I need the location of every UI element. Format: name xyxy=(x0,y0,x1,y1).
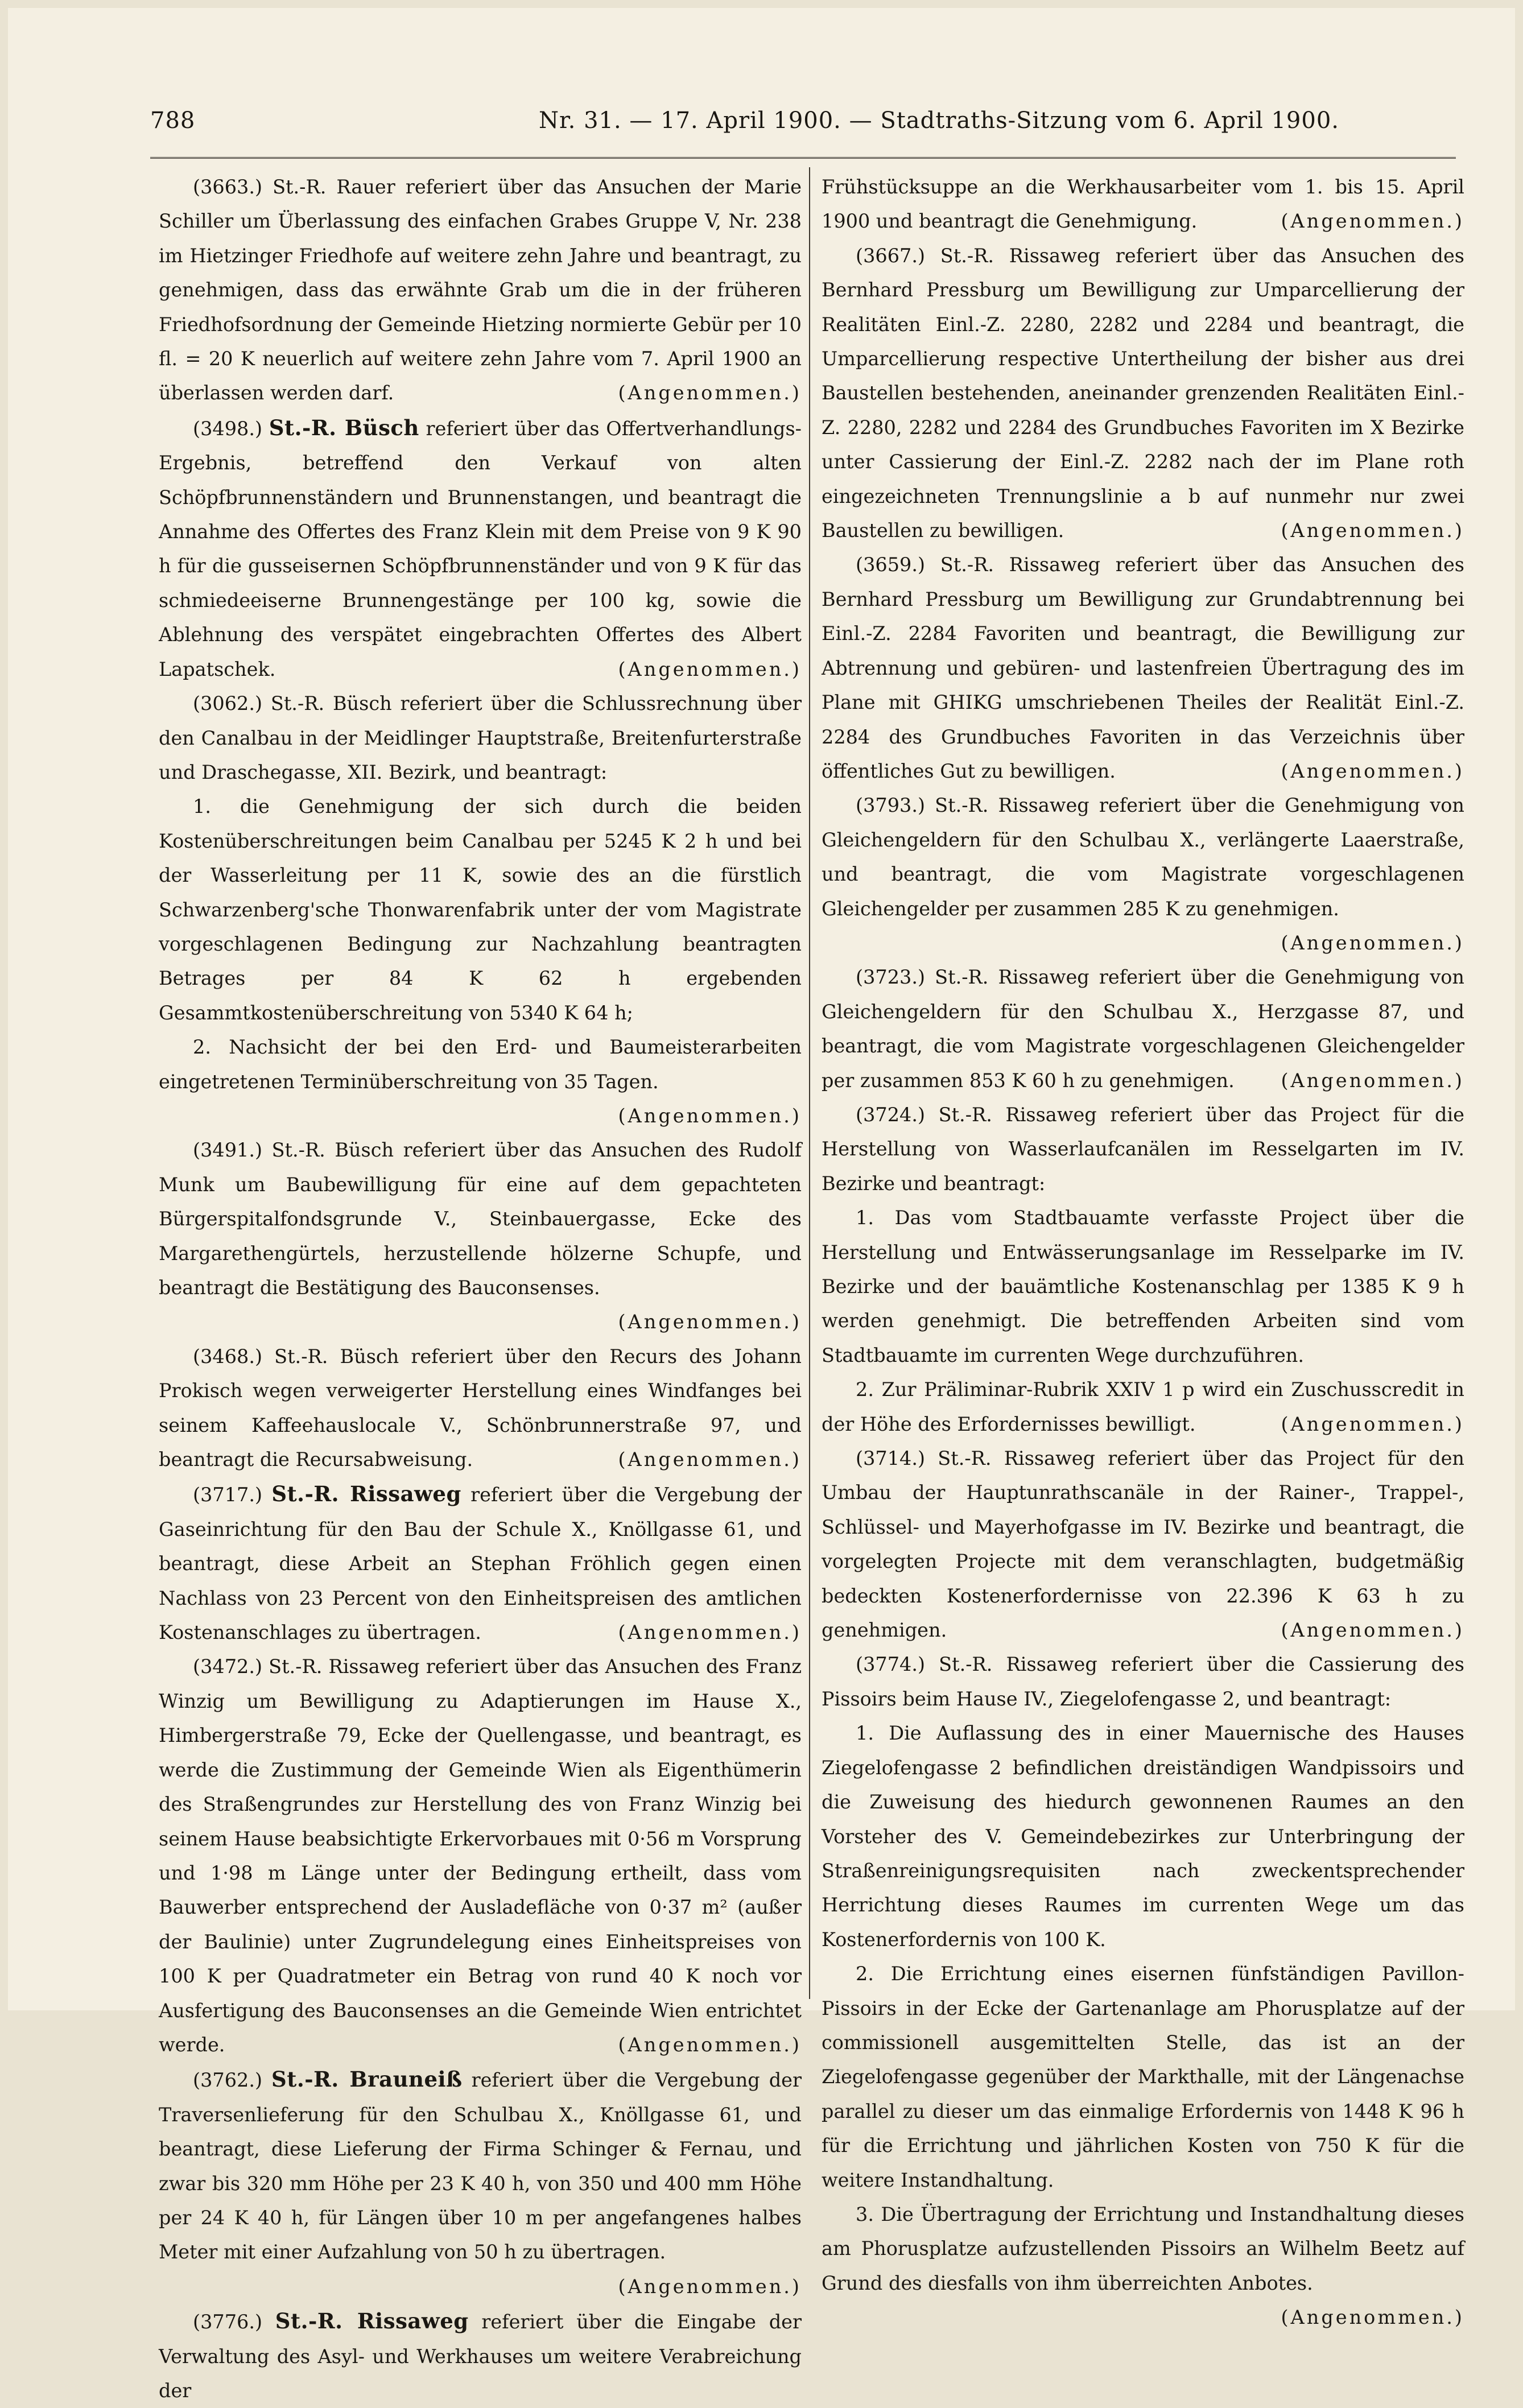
verdict-label: (Angenommen.) xyxy=(1281,1412,1464,1435)
paragraph-text: referiert über die Vergebung der Gaseinrichtung für den Bau der Schule X., Knöllgasse 61, und beantragt, diese Arbeit an Stephan Fröhlich gegen einen Nachlass von 23 Percent von den Einheitspreisen des amtlichen Kostenanschlages zu übertragen. xyxy=(159,1484,802,1644)
report-paragraph xyxy=(159,1477,802,1650)
paragraph-text: 3. Die Übertragung der Errichtung und Instandhaltung dieses am Phorusplatze aufzustellenden Pissoirs an Wilhelm Beetz auf Grund des diesfalls von ihm überreichten Anbotes. xyxy=(822,2203,1464,2294)
report-paragraph xyxy=(159,1340,802,1477)
paragraph-text: referiert über die Vergebung der Traversenlieferung für den Schulbau X., Knöllgasse 61, und beantragt, diese Lieferung der Firma Schinger & Fernau, und zwar bis 320 mm Höhe per 23 K 40 h, von 350 und 400 mm Höhe per 24 K 40 h, für Längen über 10 m per angefangenes halbes Meter mit einer Aufzahlung von 50 h zu übertragen. xyxy=(159,2069,802,2264)
paragraph-text: 1. Die Auflassung des in einer Mauernische des Hauses Ziegelofengasse 2 befindlichen dreiständigen Wandpissoirs und die Zuweisung des hiedurch gewonnenen Raumes an den Vorsteher des V. Gemeindebezirkes zur Unterbringung der Straßenreinigungsrequisiten nach zweckentsprechender Herrichtung dieses Raumes im currenten Wege um das Kostenerfordernis von 100 K. xyxy=(822,1722,1464,1951)
report-paragraph xyxy=(822,239,1464,548)
paragraph-text: (3472.) St.-R. Rissaweg referiert über das Ansuchen des Franz Winzig um Bewilligung zu Adaptierungen im Hause X., Himbergerstraße 79, Ecke der Quellengasse, und beantragt, es werde die Zustimmung der Gemeinde Wien als Eigenthümerin des Straßengrundes zur Herstellung des von Franz Winzig bei seinem Hause beabsichtigte Erkervorbaues mit 0·56 m Vorsprung und 1·98 m Länge unter der Bedingung ertheilt, dass vom Bauwerber entsprechend der Ausladefläche von 0·37 m² (außer der Baulinie) unter Zugrundelegung eines Einheitspreises von 100 K per Quadratmeter ein Betrag von rund 40 K noch vor Ausfertigung des Bauconsenses an die Gemeinde Wien entrichtet werde. xyxy=(159,1655,802,2056)
item-number: (3717.) xyxy=(193,1484,272,1506)
left-column xyxy=(159,170,802,2402)
report-paragraph xyxy=(159,1650,802,2062)
report-paragraph xyxy=(822,960,1464,1098)
report-paragraph xyxy=(159,790,802,1030)
verdict-label: (Angenommen.) xyxy=(618,1621,802,1644)
verdict-label: (Angenommen.) xyxy=(1281,1619,1464,1642)
paragraph-text: Frühstücksuppe an die Werkhausarbeiter vom 1. bis 15. April 1900 und beantragt die Genehmigung. xyxy=(822,176,1464,233)
verdict-label: (Angenommen.) xyxy=(1281,210,1464,233)
speaker-name: St.-R. Rissaweg xyxy=(271,1481,461,1507)
report-paragraph xyxy=(822,1716,1464,1957)
paragraph-text: referiert über das Offertverhandlungs-Ergebnis, betreffend den Verkauf von alten Schöpfbrunnenständern und Brunnenstangen, und beantragt die Annahme des Offertes des Franz Klein mit dem Preise von 9 K 90 h für die gusseisernen Schöpfbrunnenständer und von 9 K für das schmiedeeiserne Brunnengestänge per 100 kg, sowie die Ablehnung des verspätet eingebrachten Offertes des Albert Lapatschek. xyxy=(159,417,802,680)
paragraph-text: 2. Zur Präliminar-Rubrik XXIV 1 p wird ein Zuschusscredit in der Höhe des Erfordernisses bewilligt. xyxy=(822,1378,1464,1435)
paragraph-text: referiert über die Eingabe der Verwaltung des Asyl- und Werkhauses um weitere Verabreichung der xyxy=(159,2311,802,2402)
report-paragraph xyxy=(822,170,1464,239)
paragraph-text: (3491.) St.-R. Büsch referiert über das Ansuchen des Rudolf Munk um Baubewilligung für eine auf dem gepachteten Bürgerspitalfondsgrunde V., Steinbauergasse, Ecke des Margarethengürtels, herzustellende hölzerne Schupfe, und beantragt die Bestätigung des Bauconsenses. xyxy=(159,1139,802,1299)
verdict-label: (Angenommen.) xyxy=(1281,1069,1464,1092)
paragraph-text: 1. Das vom Stadtbauamte verfasste Project über die Herstellung und Entwässerungsanlage im Resselparke im IV. Bezirke und der bauämtliche Kostenanschlag per 1385 K 9 h werden genehmigt. Die betreffenden Arbeiten sind vom Stadtbauamte im currenten Wege durchzuführen. xyxy=(822,1207,1464,1366)
paragraph-text: (3714.) St.-R. Rissaweg referiert über das Project für den Umbau der Hauptunrathscanäle in der Rainer-, Trappel-, Schlüssel- und Mayerhofgasse im IV. Bezirke und beantragt, die vorgelegten Projecte mit dem veranschlagten, budgetmäßig bedeckten Kostenerfordernisse von 22.396 K 63 h zu genehmigen. xyxy=(822,1447,1464,1642)
item-number: (3776.) xyxy=(193,2311,275,2333)
report-paragraph xyxy=(159,1030,802,1133)
verdict-label: (Angenommen.) xyxy=(1281,2306,1464,2329)
speaker-name: St.-R. Rissaweg xyxy=(275,2308,469,2334)
report-paragraph xyxy=(159,170,802,411)
report-paragraph xyxy=(822,548,1464,788)
report-paragraph xyxy=(822,1442,1464,1647)
paragraph-text: (3793.) St.-R. Rissaweg referiert über die Genehmigung von Gleichengeldern für den Schulbau X., verlängerte Laaerstraße, und beantragt, die vom Magistrate vorgeschlagenen Gleichengelder per zusammen 285 K zu genehmigen. xyxy=(822,794,1464,920)
paragraph-text: (3724.) St.-R. Rissaweg referiert über das Project für die Herstellung von Wasserlaufcanälen im Resselgarten im IV. Bezirke und beantragt: xyxy=(822,1103,1464,1195)
report-paragraph xyxy=(159,411,802,687)
item-number: (3762.) xyxy=(193,2069,272,2092)
verdict-label: (Angenommen.) xyxy=(618,1448,802,1471)
verdict-label: (Angenommen.) xyxy=(618,1311,802,1333)
newspaper-page xyxy=(8,8,1515,2402)
paragraph-text: (3659.) St.-R. Rissaweg referiert über das Ansuchen des Bernhard Pressburg um Bewilligung zur Grundabtrennung bei Einl.-Z. 2284 Favoriten und beantragt, die Bewilligung zur Abtrennung und gebüren- und lastenfreien Übertragung des im Plane mit GHIKG umschriebenen Theiles der Realität Einl.-Z. 2284 des Grundbuches Favoriten in das Verzeichnis über öffentliches Gut zu bewilligen. xyxy=(822,554,1464,782)
paragraph-text: (3062.) St.-R. Büsch referiert über die Schlussrechnung über den Canalbau in der Meidlinger Hauptstraße, Breitenfurterstraße und Draschegasse, XII. Bezirk, und beantragt: xyxy=(159,692,802,783)
report-paragraph xyxy=(822,1373,1464,1442)
verdict-label: (Angenommen.) xyxy=(618,658,802,680)
paragraph-text: (3468.) St.-R. Büsch referiert über den Recurs des Johann Prokisch wegen verweigerter Herstellung eines Windfanges bei seinem Kaffeehauslocale V., Schönbrunnerstraße 97, und beantragt die Recursabweisung. xyxy=(159,1345,802,1471)
report-paragraph xyxy=(822,1201,1464,1373)
page-header xyxy=(150,108,1453,142)
page-number: 788 xyxy=(150,108,196,134)
report-paragraph xyxy=(159,687,802,790)
paragraph-text: 1. die Genehmigung der sich durch die beiden Kostenüberschreitungen beim Canalbau per 5245 K 2 h und bei der Wasserleitung per 11 K, sowie des an die fürstlich Schwarzenberg'sche Thonwarenfabrik unter der vom Magistrate vorgeschlagenen Bedingung zur Nachzahlung beantragten Betrages per 84 K 62 h ergebenden Gesammtkostenüberschreitung von 5340 K 64 h; xyxy=(159,795,802,1024)
verdict-label: (Angenommen.) xyxy=(1281,759,1464,782)
speaker-name: St.-R. Büsch xyxy=(269,415,419,440)
speaker-name: St.-R. Brauneiß xyxy=(271,2067,463,2092)
verdict-label: (Angenommen.) xyxy=(618,382,802,404)
paragraph-text: (3723.) St.-R. Rissaweg referiert über die Genehmigung von Gleichengeldern für den Schulbau X., Herzgasse 87, und beantragt, die vom Magistrate vorgeschlagenen Gleichengelder per zusammen 853 K 60 h zu genehmigen. xyxy=(822,966,1464,1092)
verdict-label: (Angenommen.) xyxy=(618,1104,802,1127)
report-paragraph xyxy=(159,2062,802,2304)
header-rule xyxy=(150,157,1456,164)
report-paragraph xyxy=(822,1098,1464,1201)
paragraph-text: 2. Die Errichtung eines eisernen fünfständigen Pavillon-Pissoirs in der Ecke der Gartenanlage am Phorusplatze auf der commissionell ausgemittelten Stelle, das ist an der Ziegelofengasse gegenüber der Markthalle, mit der Längenachse parallel zu dieser um das einmalige Erfordernis von 1448 K 96 h für die Errichtung und jährlichen Kosten von 750 K für die weitere Instandhaltung. xyxy=(822,1963,1464,2191)
report-paragraph xyxy=(822,2198,1464,2335)
verdict-label: (Angenommen.) xyxy=(618,2275,802,2298)
report-paragraph xyxy=(822,1647,1464,1716)
item-number: (3498.) xyxy=(193,417,269,440)
issue-title: Nr. 31. — 17. April 1900. — Stadtraths-Sitzung vom 6. April 1900. xyxy=(538,108,1339,134)
column-divider xyxy=(809,167,810,1999)
verdict-label: (Angenommen.) xyxy=(1281,931,1464,954)
paragraph-text: (3667.) St.-R. Rissaweg referiert über das Ansuchen des Bernhard Pressburg um Bewilligung zur Umparcellierung der Realitäten Einl.-Z. 2280, 2282 und 2284 und beantragt, die Umparcellierung respective Untertheilung der bisher aus drei Baustellen bestehenden, aneinander grenzenden Realitäten Einl.-Z. 2280, 2282 und 2284 des Grundbuches Favoriten im X Bezirke unter Cassierung der Einl.-Z. 2282 nach der im Plane roth eingezeichneten Trennungslinie a b auf nunmehr nur zwei Baustellen zu bewilligen. xyxy=(822,244,1464,542)
verdict-label: (Angenommen.) xyxy=(1281,519,1464,542)
report-paragraph xyxy=(822,1957,1464,2198)
right-column xyxy=(822,170,1464,2329)
report-paragraph xyxy=(159,2304,802,2408)
paragraph-text: 2. Nachsicht der bei den Erd- und Baumeisterarbeiten eingetretenen Terminüberschreitung von 35 Tagen. xyxy=(159,1036,802,1093)
report-paragraph xyxy=(159,1133,802,1339)
report-paragraph xyxy=(822,788,1464,960)
paragraph-text: (3663.) St.-R. Rauer referiert über das Ansuchen der Marie Schiller um Überlassung des einfachen Grabes Gruppe V, Nr. 238 im Hietzinger Friedhofe auf weitere zehn Jahre und beantragt, zu genehmigen, dass das erwähnte Grab um die in der früheren Friedhofsordnung der Gemeinde Hietzing normierte Gebür per 10 fl. = 20 K neuerlich auf weitere zehn Jahre vom 7. April 1900 an überlassen werden darf. xyxy=(159,176,802,404)
verdict-label: (Angenommen.) xyxy=(618,2033,802,2056)
paragraph-text: (3774.) St.-R. Rissaweg referiert über die Cassierung des Pissoirs beim Hause IV., Ziegelofengasse 2, und beantragt: xyxy=(822,1653,1464,1710)
